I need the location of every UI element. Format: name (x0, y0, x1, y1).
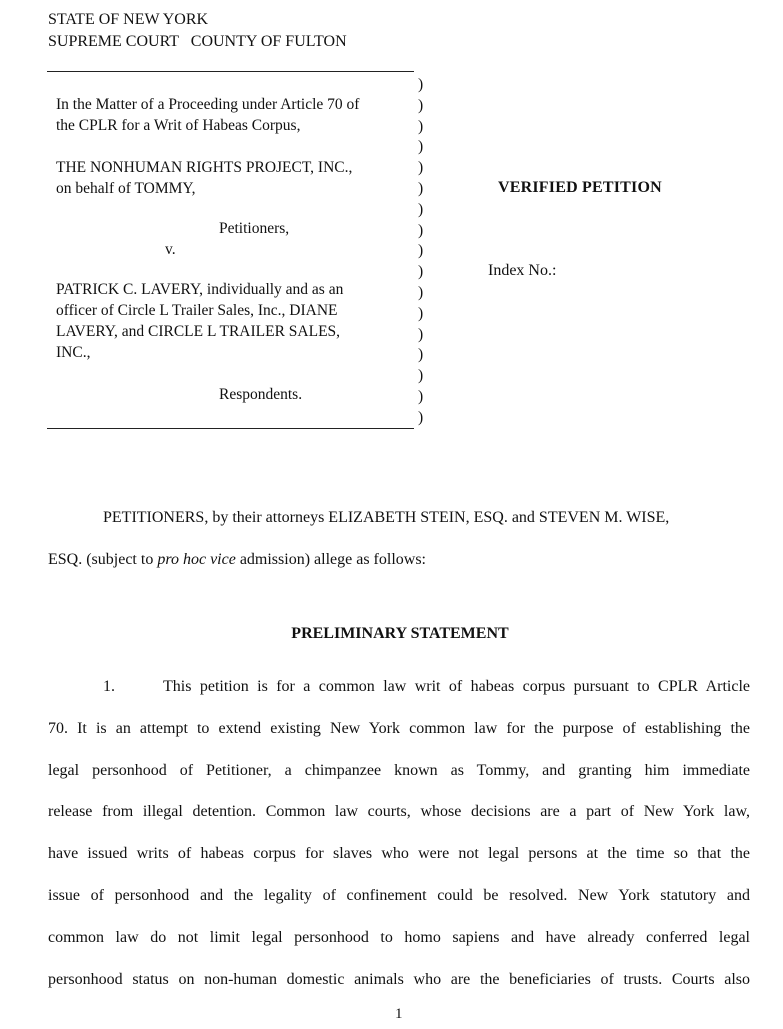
caption-paren: ) (418, 346, 424, 364)
caption-paren: ) (418, 242, 424, 260)
caption-spacer (56, 260, 406, 279)
caption-respondent-line-4: INC., (56, 344, 91, 361)
section-heading: PRELIMINARY STATEMENT (291, 625, 509, 642)
page-number: 1 (395, 1006, 403, 1022)
caption-versus: v. (165, 241, 176, 258)
caption-respondent-line-3: LAVERY, and CIRCLE L TRAILER SALES, (56, 323, 341, 340)
index-number-label: Index No.: (488, 262, 557, 279)
caption-respondent-line-2: officer of Circle L Trailer Sales, Inc., DIANE (56, 302, 338, 319)
caption-paren: ) (418, 117, 424, 135)
paragraph-1-line: have issued writs of habeas corpus for slaves who were not legal persons at the time so that the (48, 845, 750, 863)
paragraph-number: 1. (103, 678, 115, 695)
caption-paren: ) (418, 325, 424, 343)
intro-line-2 (48, 539, 750, 581)
caption-respondents-label: Respondents. (219, 386, 303, 403)
court-state: STATE OF NEW YORK (48, 11, 209, 28)
caption-paren: ) (418, 221, 424, 239)
paragraph-1-line (48, 666, 750, 708)
caption-paren: ) (418, 76, 424, 93)
caption-paren: ) (418, 367, 424, 385)
caption-spacer (56, 136, 406, 157)
intro-line-2-pre: ESQ. (subject to (48, 551, 158, 568)
caption-paren: ) (418, 387, 424, 405)
caption-petitioners-label: Petitioners, (219, 220, 290, 237)
caption-paren: ) (418, 304, 424, 322)
intro-line-2-post: admission) allege as follows: (235, 551, 426, 568)
paragraph-1-line: issue of personhood and the legality of confinement could be resolved. New York statutory and (48, 886, 750, 904)
caption-paren-column (418, 75, 423, 429)
paragraph-1 (48, 666, 750, 1000)
caption-paren: ) (418, 263, 424, 281)
caption-petitioner-line-1: THE NONHUMAN RIGHTS PROJECT, INC., (56, 159, 353, 176)
caption-paren: ) (418, 159, 424, 177)
caption-respondent-line-1: PATRICK C. LAVERY, individually and as an (56, 281, 344, 298)
caption-paren: ) (418, 408, 424, 426)
intro-paragraph (48, 497, 750, 581)
case-caption (56, 94, 406, 405)
paragraph-1-line: legal personhood of Petitioner, a chimpanzee known as Tommy, and granting him immediate (48, 761, 750, 779)
caption-paren: ) (418, 179, 424, 197)
caption-top-rule (47, 71, 414, 72)
paragraph-1-line-text: This petition is for a common law writ of habeas corpus pursuant to CPLR Article (163, 678, 750, 695)
paragraph-1-line: personhood status on non-human domestic animals who are the beneficiaries of trusts. Courts also (48, 970, 750, 988)
caption-petitioner-line-2: on behalf of TOMMY, (56, 180, 196, 197)
caption-bottom-rule (47, 428, 414, 429)
paragraph-1-line: common law do not limit legal personhood to homo sapiens and have already conferred legal (48, 928, 750, 946)
paragraph-1-line: 70. It is an attempt to extend existing New York common law for the purpose of establishing the (48, 719, 750, 737)
intro-italic-term: pro hoc vice (157, 551, 236, 568)
caption-paren: ) (418, 138, 424, 156)
intro-line-1: PETITIONERS, by their attorneys ELIZABETH STEIN, ESQ. and STEVEN M. WISE, (103, 509, 670, 526)
caption-paren: ) (418, 283, 424, 301)
court-name: SUPREME COURT COUNTY OF FULTON (48, 33, 347, 50)
caption-paren: ) (418, 96, 424, 114)
paragraph-1-line: release from illegal detention. Common law courts, whose decisions are a part of New York law, (48, 803, 750, 821)
caption-matter-line-2: the CPLR for a Writ of Habeas Corpus, (56, 117, 301, 134)
caption-spacer (56, 199, 406, 218)
caption-spacer (56, 363, 406, 384)
caption-paren: ) (418, 200, 424, 218)
court-header (48, 9, 347, 53)
document-title: VERIFIED PETITION (498, 179, 662, 196)
caption-matter-line-1: In the Matter of a Proceeding under Article 70 of (56, 96, 360, 113)
